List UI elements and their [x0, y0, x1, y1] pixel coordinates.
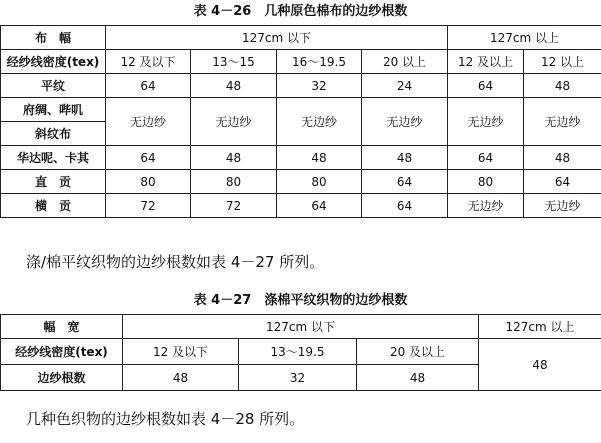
table-cell: 无边纱 — [362, 98, 448, 146]
table-4-26-title: 表 4－26 几种原色棉布的边纱根数 — [193, 4, 408, 19]
paragraph-table-4-28-intro: 几种色织物的边纱根数如表 4－28 所列。 — [26, 410, 305, 428]
table-cell: 32 — [277, 74, 362, 98]
row-label: 斜纹布 — [1, 122, 106, 146]
table-cell: 48 — [191, 146, 277, 170]
table-cell: 48 — [479, 339, 601, 391]
table-cell: 80 — [277, 170, 362, 194]
table-row — [1, 74, 601, 98]
density-cell: 12 及以下 — [123, 339, 239, 365]
table-cell: 72 — [106, 194, 191, 218]
table-cell: 无边纱 — [448, 98, 524, 146]
table-cell: 24 — [362, 74, 448, 98]
table-cell: 无边纱 — [524, 98, 601, 146]
table-cell: 48 — [357, 365, 479, 391]
density-cell: 13～15 — [191, 50, 277, 74]
density-cell: 20 及以上 — [357, 339, 479, 365]
table-4-27 — [0, 314, 601, 391]
density-cell: 12 以上 — [524, 50, 601, 74]
table-4-26 — [0, 25, 601, 218]
table-cell: 48 — [123, 365, 239, 391]
row-label: 横 贡 — [1, 194, 106, 218]
density-cell: 13～19.5 — [239, 339, 357, 365]
density-cell: 12 及以上 — [448, 50, 524, 74]
table-cell: 48 — [524, 74, 601, 98]
table-cell: 80 — [448, 170, 524, 194]
row-label: 平纹 — [1, 74, 106, 98]
table-cell: 无边纱 — [106, 98, 191, 146]
table-cell: 无边纱 — [448, 194, 524, 218]
group-header-below-127cm: 127cm 以下 — [123, 315, 479, 339]
table-cell: 无边纱 — [277, 98, 362, 146]
table-cell: 64 — [106, 74, 191, 98]
table-cell: 48 — [191, 74, 277, 98]
group-header-below-127cm: 127cm 以下 — [106, 26, 448, 50]
table-row — [1, 194, 601, 218]
row-header-width: 布 幅 — [1, 26, 106, 50]
row-header-width: 幅 宽 — [1, 315, 123, 339]
table-row — [1, 146, 601, 170]
row-label: 边纱根数 — [1, 365, 123, 391]
row-label: 直 贡 — [1, 170, 106, 194]
table-cell: 无边纱 — [191, 98, 277, 146]
group-header-above-127cm: 127cm 以上 — [479, 315, 601, 339]
table-cell: 80 — [191, 170, 277, 194]
density-cell: 20 以上 — [362, 50, 448, 74]
table-cell: 无边纱 — [524, 194, 601, 218]
table-row — [1, 170, 601, 194]
row-label: 府绸、哔叽 — [1, 98, 106, 122]
group-header-above-127cm: 127cm 以上 — [448, 26, 601, 50]
table-cell: 80 — [106, 170, 191, 194]
density-cell: 12 及以下 — [106, 50, 191, 74]
table-cell: 64 — [362, 194, 448, 218]
table-row — [1, 98, 601, 122]
table-cell: 32 — [239, 365, 357, 391]
table-cell: 64 — [448, 146, 524, 170]
row-header-density: 经纱线密度(tex) — [1, 339, 123, 365]
table-cell: 48 — [362, 146, 448, 170]
table-cell: 48 — [524, 146, 601, 170]
table-cell: 64 — [448, 74, 524, 98]
table-cell: 72 — [191, 194, 277, 218]
table-cell: 64 — [362, 170, 448, 194]
row-label: 华达呢、卡其 — [1, 146, 106, 170]
table-cell: 64 — [524, 170, 601, 194]
table-cell: 64 — [106, 146, 191, 170]
paragraph-table-4-27-intro: 涤/棉平纹织物的边纱根数如表 4－27 所列。 — [26, 253, 325, 271]
table-cell: 64 — [277, 194, 362, 218]
density-cell: 16～19.5 — [277, 50, 362, 74]
row-header-density: 经纱线密度(tex) — [1, 50, 106, 74]
table-4-27-title: 表 4－27 涤棉平纹织物的边纱根数 — [193, 293, 408, 308]
table-cell: 48 — [277, 146, 362, 170]
